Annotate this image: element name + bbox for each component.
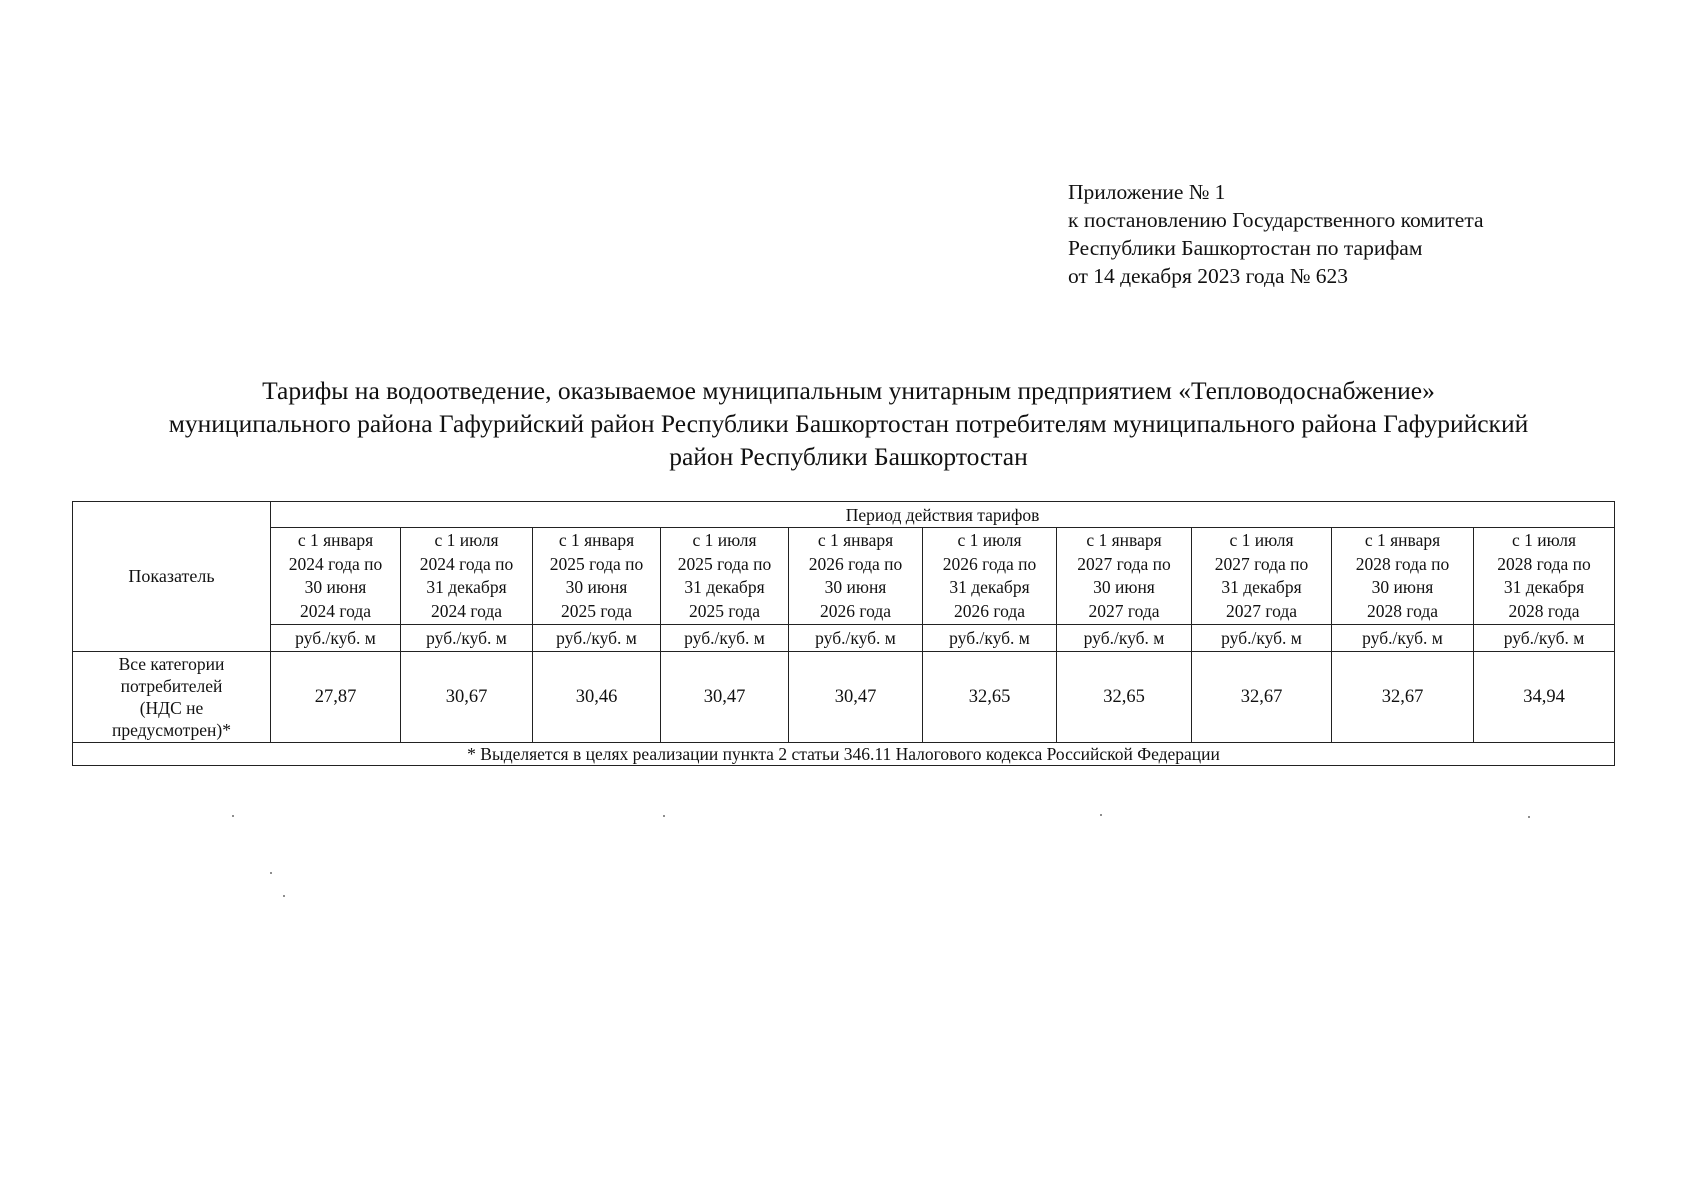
- footnote: * Выделяется в целях реализации пункта 2 статьи 346.11 Налогового кодекса Российской Федерации: [73, 743, 1615, 766]
- category-cell: [73, 652, 271, 743]
- tariff-value: 32,67: [1192, 652, 1332, 743]
- period-line: 2024 года по: [288, 553, 383, 574]
- tariff-value: 30,47: [661, 652, 789, 743]
- appendix-line: от 14 декабря 2023 года № 623: [1068, 264, 1348, 288]
- tariff-value: 32,65: [923, 652, 1057, 743]
- period-line: с 1 июля: [1512, 530, 1577, 550]
- category-line: (НДС не: [139, 698, 204, 718]
- scan-speck: [663, 815, 665, 817]
- unit-cell: руб./куб. м: [1332, 625, 1474, 652]
- tariff-value: 27,87: [271, 652, 401, 743]
- period-line: 30 июня: [824, 577, 887, 597]
- period-line: 2027 года по: [1214, 553, 1309, 574]
- tariff-value: 32,65: [1057, 652, 1192, 743]
- header-row-units: [73, 625, 1615, 652]
- category-line: потребителей: [120, 676, 223, 696]
- period-header-cell: [789, 528, 923, 625]
- period-line: с 1 января: [1364, 530, 1441, 550]
- period-line: 31 декабря: [1503, 577, 1585, 597]
- title-line: муниципального района Гафурийский район Республики Башкортостан потребителям муниципального района Гафурийский: [168, 409, 1529, 438]
- period-line: 2027 года: [1088, 600, 1160, 621]
- period-line: 2025 года: [560, 600, 633, 621]
- title-line: район Республики Башкортостан: [669, 442, 1028, 471]
- title-line: Тарифы на водоотведение, оказываемое муниципальным унитарным предприятием «Тепловодоснабжение»: [262, 376, 1435, 405]
- period-header-cell: [271, 528, 401, 625]
- period-line: 30 июня: [565, 577, 628, 597]
- category-line: предусмотрен)*: [112, 720, 231, 740]
- period-line: 31 декабря: [949, 577, 1030, 597]
- period-line: с 1 января: [558, 530, 635, 550]
- tariff-value: 32,67: [1332, 652, 1474, 743]
- period-header-cell: [401, 528, 533, 625]
- unit-cell: руб./куб. м: [1192, 625, 1332, 652]
- appendix-line: Приложение № 1: [1068, 180, 1226, 204]
- tariff-value: 30,67: [401, 652, 533, 743]
- period-line: 2025 года по: [677, 553, 772, 574]
- period-line: с 1 января: [297, 530, 374, 550]
- period-line: 2028 года: [1508, 600, 1580, 621]
- period-line: 2028 года по: [1497, 553, 1591, 574]
- period-header-cell: [533, 528, 661, 625]
- period-line: с 1 июля: [692, 530, 757, 550]
- appendix-note: [1068, 178, 1484, 290]
- period-line: 31 декабря: [1221, 577, 1302, 597]
- scan-speck: [232, 815, 234, 817]
- appendix-line: Республики Башкортостан по тарифам: [1068, 236, 1423, 260]
- header-row-dates: [73, 528, 1615, 625]
- period-line: 31 декабря: [426, 577, 507, 597]
- unit-cell: руб./куб. м: [1057, 625, 1192, 652]
- tariff-table: [72, 501, 1615, 766]
- period-header-cell: [1192, 528, 1332, 625]
- period-header-cell: [923, 528, 1057, 625]
- period-line: 2026 года по: [942, 553, 1037, 574]
- document-title: [60, 374, 1637, 473]
- scan-speck: [1100, 814, 1102, 816]
- period-line: с 1 июля: [957, 530, 1022, 550]
- period-line: 2024 года: [430, 600, 503, 621]
- period-line: 31 декабря: [684, 577, 765, 597]
- indicator-header: Показатель: [73, 502, 271, 652]
- period-header-cell: [1057, 528, 1192, 625]
- period-line: 2027 года: [1225, 600, 1298, 621]
- unit-cell: руб./куб. м: [1474, 625, 1615, 652]
- period-line: 30 июня: [1371, 577, 1434, 597]
- footnote-row: [73, 743, 1615, 766]
- period-line: 2024 года: [299, 600, 372, 621]
- period-line: 2024 года по: [419, 553, 514, 574]
- tariff-value: 30,46: [533, 652, 661, 743]
- category-line: Все категории: [118, 654, 225, 674]
- period-line: с 1 января: [1086, 530, 1162, 550]
- period-header-cell: [1474, 528, 1615, 625]
- header-row-period: [73, 502, 1615, 528]
- period-header-cell: [661, 528, 789, 625]
- scan-speck: [1528, 816, 1530, 818]
- period-line: с 1 июля: [1229, 530, 1294, 550]
- period-line: 2027 года по: [1077, 553, 1171, 574]
- period-line: 2025 года: [688, 600, 761, 621]
- unit-cell: руб./куб. м: [533, 625, 661, 652]
- period-line: с 1 января: [817, 530, 894, 550]
- unit-cell: руб./куб. м: [271, 625, 401, 652]
- period-line: 2026 года по: [808, 553, 903, 574]
- period-line: 2026 года: [819, 600, 892, 621]
- period-header: Период действия тарифов: [271, 502, 1615, 528]
- unit-cell: руб./куб. м: [923, 625, 1057, 652]
- period-line: 30 июня: [1093, 577, 1155, 597]
- unit-cell: руб./куб. м: [401, 625, 533, 652]
- scan-speck: [283, 895, 285, 897]
- unit-cell: руб./куб. м: [789, 625, 923, 652]
- unit-cell: руб./куб. м: [661, 625, 789, 652]
- period-line: 30 июня: [304, 577, 367, 597]
- period-line: 2025 года по: [549, 553, 644, 574]
- period-line: 2028 года по: [1355, 553, 1450, 574]
- period-line: 2028 года: [1366, 600, 1439, 621]
- table-row: [73, 652, 1615, 743]
- tariff-value: 34,94: [1474, 652, 1615, 743]
- period-line: с 1 июля: [434, 530, 499, 550]
- period-header-cell: [1332, 528, 1474, 625]
- scan-speck: [270, 872, 272, 874]
- period-line: 2026 года: [953, 600, 1026, 621]
- tariff-value: 30,47: [789, 652, 923, 743]
- appendix-line: к постановлению Государственного комитета: [1068, 208, 1484, 232]
